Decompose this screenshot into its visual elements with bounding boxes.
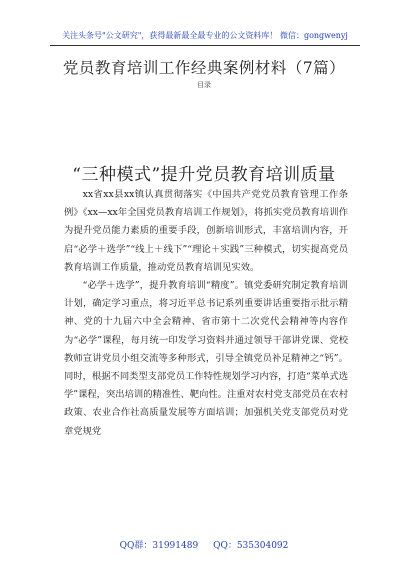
- header-divider: [50, 45, 360, 46]
- document-title: 党员教育培训工作经典案例材料（7篇）: [62, 59, 346, 77]
- document-body: [64, 186, 348, 441]
- body-paragraph: “必学＋选学”，提升教育培训“精度”。镇党委研究制定教育培训计划，确定学习重点，将习近平总书记系列重要讲话重要指示批示精神、党的十九届六中全会精神、省市第十二次党代会精神等内容作为“必学”课程，每月统一印发学习资料并通过领导干部讲党课、党校教师宣讲党员小组交流等多种形式，引导全镇党员补足精神之“钙”。同时，根据不同类型支部党员工作特性规划学习内容，打造“菜单式选学”课程，突出培训的精准性、靶向性。注重对农村党支部党员在农村政策、农业合作社高质量发展等方面培训；加强机关党支部党员对党章党规党: [64, 280, 348, 437]
- footer-qq: QQ：535304092: [213, 541, 289, 551]
- toc-label: 目录: [197, 81, 211, 89]
- footer: [0, 538, 408, 551]
- body-paragraph: xx省xx县xx镇认真贯彻落实《中国共产党党员教育管理工作条例》《xx—xx年全国党员教育培训工作规划》，将抓实党员教育培训作为提升党员能力素质的重要手段，创新培训形式，丰富培训内容，开启“必学＋选学”“线上＋线下”“理论＋实践”三种模式，切实提高党员教育培训工作质量，推动党员教育培训见实效。: [64, 189, 348, 273]
- header-banner: 关注头条号"公文研究"，获得最新最全最专业的公文资料库！ 微信：gongwenyj: [62, 31, 348, 40]
- footer-qq-group: QQ群：31991489: [119, 541, 199, 551]
- section-title: “三种模式”提升党员教育培训质量: [72, 165, 336, 185]
